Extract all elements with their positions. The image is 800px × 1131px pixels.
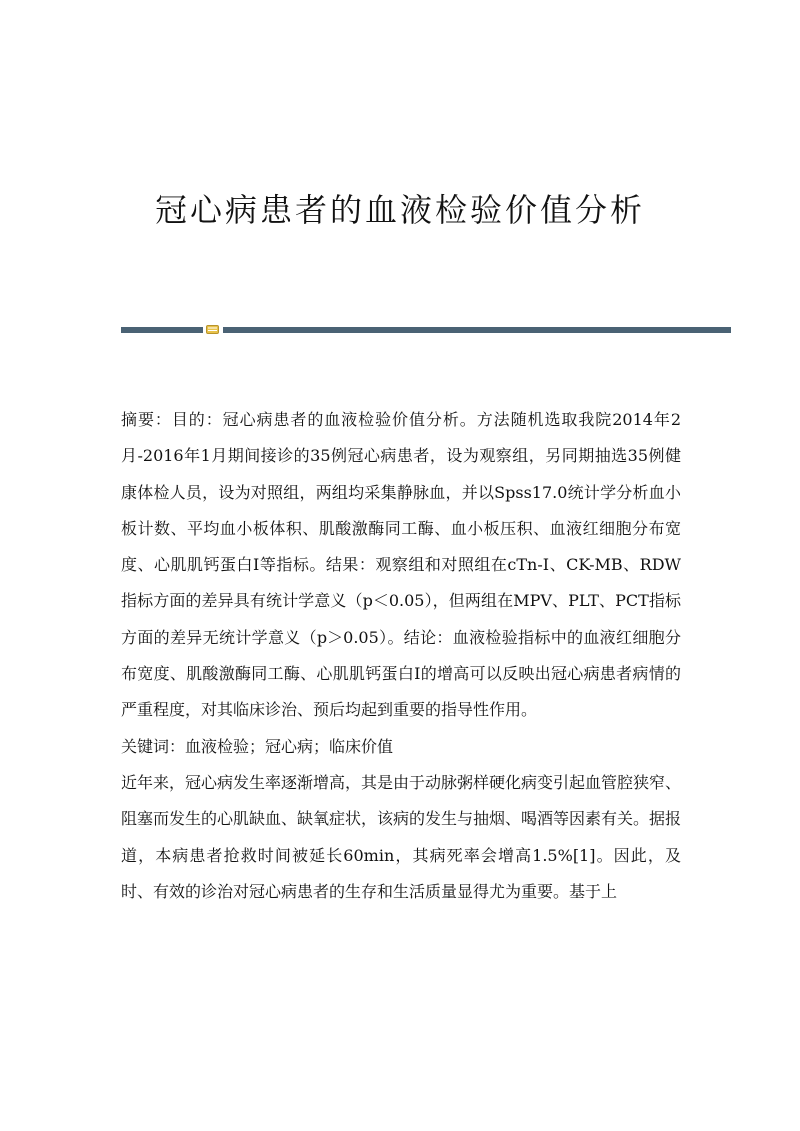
abstract-paragraph: 摘要：目的：冠心病患者的血液检验价值分析。方法随机选取我院2014年2月-2016年1月期间接诊的35例冠心病患者，设为观察组，另同期抽选35例健康体检人员，设为对照组，两组均采集静脉血，并以Spss17.0统计学分析血小板计数、平均血小板体积、肌酸激酶同工酶、血小板压积、血液红细胞分布宽度、心肌肌钙蛋白I等指标。结果：观察组和对照组在cTn-I、CK-MB、RDW指标方面的差异具有统计学意义（p＜0.05），但两组在MPV、PLT、PCT指标方面的差异无统计学意义（p＞0.05）。结论：血液检验指标中的血液红细胞分布宽度、肌酸激酶同工酶、心肌肌钙蛋白I的增高可以反映出冠心病患者病情的严重程度，对其临床诊治、预后均起到重要的指导性作用。 xyxy=(121,410,681,720)
decorative-divider-icon xyxy=(206,325,219,334)
divider-bar-right xyxy=(223,327,731,333)
introduction-paragraph: 近年来，冠心病发生率逐渐增高，其是由于动脉粥样硬化病变引起血管腔狭窄、阻塞而发生的心肌缺血、缺氧症状，该病的发生与抽烟、喝酒等因素有关。据报道，本病患者抢救时间被延长60min，其病死率会增高1.5%[1]。因此，及时、有效的诊治对冠心病患者的生存和生活质量显得尤为重要。基于上 xyxy=(121,772,682,901)
keywords-paragraph: 关键词：血液检验；冠心病；临床价值 xyxy=(121,736,394,756)
title-divider xyxy=(121,325,731,333)
article-body xyxy=(121,402,681,910)
document-title: 冠心病患者的血液检验价值分析 xyxy=(154,191,645,229)
divider-bar-left xyxy=(121,327,203,333)
